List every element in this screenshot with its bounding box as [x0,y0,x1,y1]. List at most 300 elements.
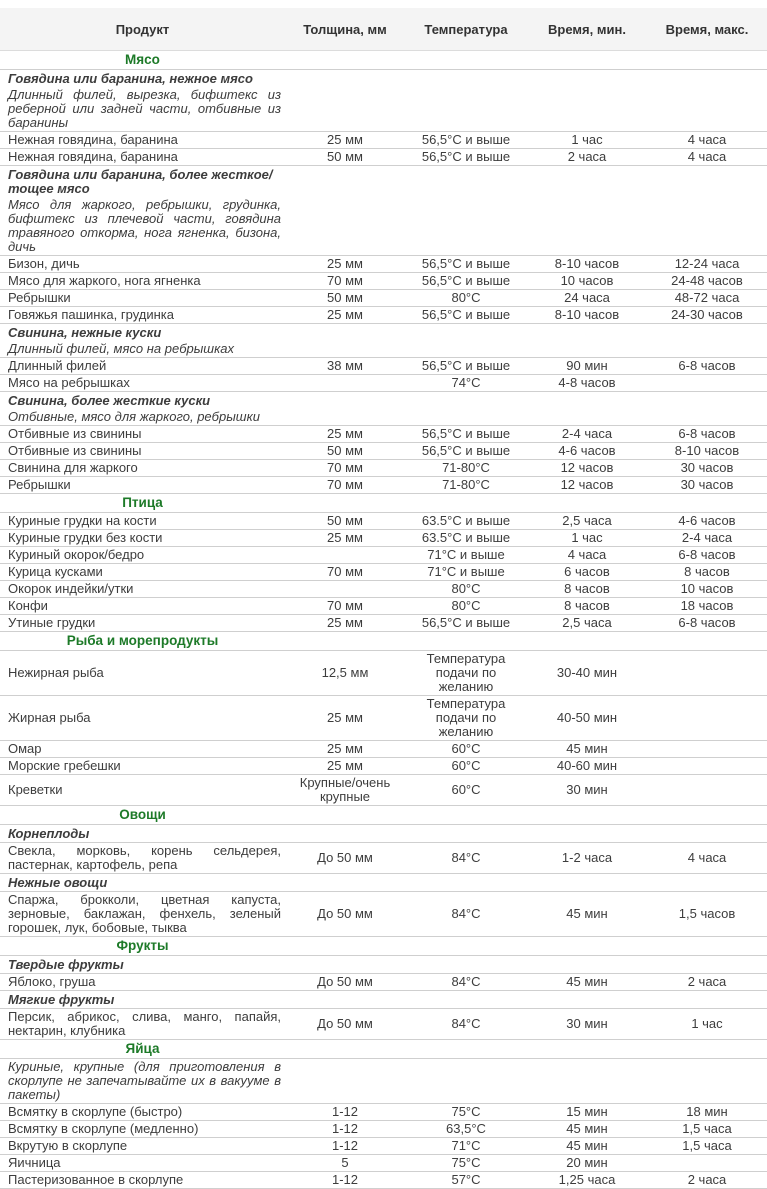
cell-product: Свекла, морковь, корень сельдерея, пастернак, картофель, репа [0,843,285,874]
empty-cell [405,937,527,956]
cell-value: 8 часов [647,564,767,581]
subsection-label: Корнеплоды [0,825,285,843]
table-row [0,974,767,991]
cell-value: 8-10 часов [527,307,647,324]
cell-value: 84°C [405,974,527,991]
cell-value: 56,5°C и выше [405,256,527,273]
cell-value: 2,5 часа [527,615,647,632]
cell-value: 84°C [405,843,527,874]
subsection-label: Свинина, более жесткие куски [8,393,211,408]
cell-value: 25 мм [285,530,405,547]
subsection-label: Твердые фрукты [0,956,285,974]
cell-value: 75°C [405,1155,527,1172]
empty-cell [647,494,767,513]
cell-product: Куриный окорок/бедро [0,547,285,564]
subsection-row [0,825,767,843]
empty-cell [405,392,527,410]
cell-product: Окорок индейки/утки [0,581,285,598]
cell-product: Куриные грудки на кости [0,513,285,530]
cell-value: 71°C и выше [405,564,527,581]
cell-value: 90 мин [527,358,647,375]
table-row [0,149,767,166]
cell-value: 18 часов [647,598,767,615]
cell-value: 6 часов [527,564,647,581]
subsection-row [0,991,767,1009]
cell-product: Яичница [0,1155,285,1172]
empty-cell [647,874,767,892]
desc-row [0,409,767,426]
table-row [0,581,767,598]
table-row [0,1104,767,1121]
cell-value: 40-50 мин [527,696,647,741]
cell-value: 50 мм [285,443,405,460]
cell-value [647,775,767,806]
empty-cell [527,51,647,70]
cell-value: До 50 мм [285,892,405,937]
cell-value: 56,5°C и выше [405,358,527,375]
cell-value: 4-6 часов [647,513,767,530]
empty-cell [647,806,767,825]
cell-value: 12,5 мм [285,651,405,696]
cell-value: 84°C [405,892,527,937]
cell-product: Утиные грудки [0,615,285,632]
table-row [0,1155,767,1172]
cell-product: Бизон, дичь [0,256,285,273]
cell-value: 2-4 часа [527,426,647,443]
cell-value [285,547,405,564]
empty-cell [527,70,647,88]
cell-value: 12 часов [527,477,647,494]
cell-product: Креветки [0,775,285,806]
cell-value: До 50 мм [285,843,405,874]
subsection-row [0,392,767,410]
cell-value: 8 часов [527,598,647,615]
desc-label: Куриные, крупные (для приготовления в скорлупе не запечатывайте их в вакууме в пакеты) [0,1059,285,1104]
table-row [0,460,767,477]
subsection-row [0,166,767,198]
cell-value: 45 мин [527,974,647,991]
cell-value: 18 мин [647,1104,767,1121]
empty-cell [527,409,647,426]
cell-value: 25 мм [285,758,405,775]
subsection-label: Говядина или баранина, более жесткое/тощее мясо [8,167,273,196]
empty-cell [405,874,527,892]
cell-value: 80°C [405,581,527,598]
cell-product: Мясо на ребрышках [0,375,285,392]
cell-product: Нежная говядина, баранина [0,149,285,166]
table-row [0,892,767,937]
empty-cell [527,197,647,256]
empty-cell [527,991,647,1009]
empty-cell [285,197,405,256]
cell-value: 5 [285,1155,405,1172]
section-label: Птица [0,494,285,513]
table-row [0,273,767,290]
cell-value: 30-40 мин [527,651,647,696]
cell-value: 6-8 часов [647,547,767,564]
empty-cell [405,1059,527,1104]
cell-value: 56,5°C и выше [405,307,527,324]
cell-value: 1-12 [285,1104,405,1121]
cell-value: 57°C [405,1172,527,1189]
table-row [0,651,767,696]
subsection-row [0,324,767,342]
cell-product: Жирная рыба [0,696,285,741]
cell-value [647,1155,767,1172]
cell-value: 70 мм [285,460,405,477]
empty-cell [405,166,527,198]
cell-value: 75°C [405,1104,527,1121]
cell-product: Персик, абрикос, слива, манго, папайя, нектарин, клубника [0,1009,285,1040]
empty-cell [527,825,647,843]
desc-row [0,87,767,132]
cell-value [647,741,767,758]
empty-cell [647,166,767,198]
cell-value: 74°C [405,375,527,392]
table-row [0,1121,767,1138]
cell-value: 4-8 часов [527,375,647,392]
empty-cell [527,494,647,513]
empty-cell [527,1040,647,1059]
subsection-row [0,70,767,88]
cell-value [647,651,767,696]
empty-cell [405,87,527,132]
cell-value: 1-12 [285,1121,405,1138]
cell-product: Ребрышки [0,290,285,307]
cell-value: 2-4 часа [647,530,767,547]
table-row [0,1172,767,1189]
cell-value [647,758,767,775]
desc-label: Мясо для жаркого, ребрышки, грудинка, бифштекс из плечевой части, говядина травяного откорма, нога ягненка, бизона, дичь [0,197,285,256]
cell-value: 56,5°C и выше [405,149,527,166]
cell-value [647,696,767,741]
cell-value: 1 час [527,530,647,547]
cell-product: Курица кусками [0,564,285,581]
table-row [0,256,767,273]
section-label: Фрукты [0,937,285,956]
empty-cell [527,956,647,974]
cell-value: 25 мм [285,615,405,632]
cell-value: 1-2 часа [527,843,647,874]
empty-cell [285,806,405,825]
cell-value: 25 мм [285,696,405,741]
cell-value: 50 мм [285,513,405,530]
cell-value: 1-12 [285,1172,405,1189]
cell-value: Крупные/очень крупные [285,775,405,806]
empty-cell [647,956,767,974]
subsection-label: Нежные овощи [0,874,285,892]
cell-product: Нежирная рыба [0,651,285,696]
empty-cell [405,324,527,342]
cell-value: 10 часов [647,581,767,598]
section-row [0,806,767,825]
cell-value: 6-8 часов [647,426,767,443]
cell-value: 8-10 часов [527,256,647,273]
cell-value: 1,25 часа [527,1172,647,1189]
cell-value: До 50 мм [285,974,405,991]
desc-row [0,197,767,256]
col-header-product: Продукт [0,8,285,51]
table-row [0,1138,767,1155]
cell-value [285,581,405,598]
cell-value: 71-80°C [405,460,527,477]
table-row [0,758,767,775]
table-row [0,564,767,581]
empty-cell [285,70,405,88]
empty-cell [647,197,767,256]
desc-label: Отбивные, мясо для жаркого, ребрышки [0,409,285,426]
empty-cell [285,87,405,132]
cell-product: Длинный филей [0,358,285,375]
table-row [0,615,767,632]
cell-value: 20 мин [527,1155,647,1172]
header-row [0,8,767,51]
cell-value: 4-6 часов [527,443,647,460]
subsection-label: Говядина или баранина, нежное мясо [8,71,253,86]
cell-product: Яблоко, груша [0,974,285,991]
cell-value: 70 мм [285,477,405,494]
section-label: Мясо [0,51,285,70]
section-row [0,51,767,70]
cell-product: Всмятку в скорлупе (медленно) [0,1121,285,1138]
cell-value: 70 мм [285,598,405,615]
empty-cell [285,341,405,358]
empty-cell [527,341,647,358]
empty-cell [527,632,647,651]
cell-value: 30 часов [647,460,767,477]
empty-cell [647,991,767,1009]
table-row [0,375,767,392]
cell-value: 80°C [405,290,527,307]
empty-cell [405,825,527,843]
cell-value: 71-80°C [405,477,527,494]
cell-value: 24 часа [527,290,647,307]
cell-value: 4 часа [647,843,767,874]
cell-value: 56,5°C и выше [405,443,527,460]
cell-product: Мясо для жаркого, нога ягненка [0,273,285,290]
cell-product: Отбивные из свинины [0,443,285,460]
cell-product: Конфи [0,598,285,615]
empty-cell [647,70,767,88]
cell-value: 2 часа [647,974,767,991]
empty-cell [405,51,527,70]
empty-cell [285,51,405,70]
table-body [0,51,767,1189]
cell-value: 2,5 часа [527,513,647,530]
table-row [0,358,767,375]
subsection-label: Мягкие фрукты [0,991,285,1009]
empty-cell [647,341,767,358]
table-row [0,530,767,547]
empty-cell [527,166,647,198]
cell-value: 50 мм [285,149,405,166]
cell-value: 1,5 часа [647,1138,767,1155]
cell-value: 10 часов [527,273,647,290]
table-row [0,132,767,149]
cell-value: 84°C [405,1009,527,1040]
empty-cell [527,324,647,342]
empty-cell [285,937,405,956]
empty-cell [285,874,405,892]
cell-value: 63.5°C и выше [405,513,527,530]
table-row [0,843,767,874]
cell-value: 12-24 часа [647,256,767,273]
cell-value: 30 мин [527,1009,647,1040]
cell-value: 45 мин [527,1138,647,1155]
empty-cell [285,1040,405,1059]
cell-product: Нежная говядина, баранина [0,132,285,149]
cell-value: До 50 мм [285,1009,405,1040]
cell-value [647,375,767,392]
empty-cell [647,1059,767,1104]
empty-cell [285,825,405,843]
cell-value: 25 мм [285,741,405,758]
col-header-time-min: Время, мин. [527,8,647,51]
cell-product: Куриные грудки без кости [0,530,285,547]
table-row [0,598,767,615]
empty-cell [405,956,527,974]
section-label: Яйца [0,1040,285,1059]
empty-cell [405,197,527,256]
cell-product: Говяжья пашинка, грудинка [0,307,285,324]
cell-value: 8 часов [527,581,647,598]
empty-cell [405,341,527,358]
cell-value: 60°C [405,775,527,806]
empty-cell [527,874,647,892]
empty-cell [405,806,527,825]
cell-value: 15 мин [527,1104,647,1121]
subsection-row [0,874,767,892]
cell-value: 56,5°C и выше [405,132,527,149]
col-header-thickness: Толщина, мм [285,8,405,51]
col-header-time-max: Время, макс. [647,8,767,51]
empty-cell [647,324,767,342]
cell-value: 25 мм [285,426,405,443]
empty-cell [285,392,405,410]
cell-value: 38 мм [285,358,405,375]
cell-value: 1 час [647,1009,767,1040]
empty-cell [405,70,527,88]
empty-cell [527,806,647,825]
empty-cell [405,991,527,1009]
table-row [0,775,767,806]
cell-value: 24-48 часов [647,273,767,290]
cell-value [285,375,405,392]
cell-value: Температура подачи по желанию [405,696,527,741]
cell-value: 4 часа [647,149,767,166]
desc-row [0,341,767,358]
desc-label: Длинный филей, мясо на ребрышках [0,341,285,358]
cell-value: 71°C [405,1138,527,1155]
cell-value: 8-10 часов [647,443,767,460]
desc-label: Длинный филей, вырезка, бифштекс из реберной или задней части, отбивные из баранины [0,87,285,132]
section-label: Рыба и морепродукты [0,632,285,651]
desc-row [0,1059,767,1104]
table-row [0,741,767,758]
empty-cell [647,409,767,426]
cell-value: 12 часов [527,460,647,477]
cell-value: 1-12 [285,1138,405,1155]
table-row [0,477,767,494]
cell-value: 40-60 мин [527,758,647,775]
empty-cell [527,392,647,410]
empty-cell [285,166,405,198]
empty-cell [647,1040,767,1059]
cell-product: Отбивные из свинины [0,426,285,443]
cell-value: 80°C [405,598,527,615]
empty-cell [285,991,405,1009]
empty-cell [285,324,405,342]
cell-value: 70 мм [285,564,405,581]
empty-cell [405,494,527,513]
sous-vide-table [0,8,767,1189]
cell-value: 6-8 часов [647,358,767,375]
cell-value: 1,5 часов [647,892,767,937]
table-row [0,1009,767,1040]
empty-cell [285,632,405,651]
table-row [0,307,767,324]
empty-cell [527,1059,647,1104]
empty-cell [285,956,405,974]
cell-value: 1 час [527,132,647,149]
cell-value: 25 мм [285,256,405,273]
section-row [0,632,767,651]
cell-product: Омар [0,741,285,758]
empty-cell [647,825,767,843]
cell-value: 56,5°C и выше [405,273,527,290]
empty-cell [285,409,405,426]
table-row [0,426,767,443]
cell-value: 56,5°C и выше [405,615,527,632]
empty-cell [285,1059,405,1104]
cell-product: Ребрышки [0,477,285,494]
cell-value: 50 мм [285,290,405,307]
section-label: Овощи [0,806,285,825]
cell-value: 6-8 часов [647,615,767,632]
table-row [0,443,767,460]
cell-value: 30 мин [527,775,647,806]
empty-cell [405,632,527,651]
cell-value: 45 мин [527,741,647,758]
cell-value: 45 мин [527,1121,647,1138]
empty-cell [285,494,405,513]
cell-value: 2 часа [527,149,647,166]
table-header [0,8,767,51]
subsection-label: Свинина, нежные куски [8,325,162,340]
cell-value: 45 мин [527,892,647,937]
cell-value: 1,5 часа [647,1121,767,1138]
col-header-temperature: Температура [405,8,527,51]
cell-value: 71°C и выше [405,547,527,564]
cell-product: Вкрутую в скорлупе [0,1138,285,1155]
cell-value: 48-72 часа [647,290,767,307]
cell-value: 24-30 часов [647,307,767,324]
cell-value: 4 часа [647,132,767,149]
table-row [0,696,767,741]
cell-product: Пастеризованное в скорлупе [0,1172,285,1189]
cell-value: 25 мм [285,132,405,149]
cell-value: 25 мм [285,307,405,324]
empty-cell [647,632,767,651]
table-row [0,290,767,307]
cell-value: 60°C [405,758,527,775]
cell-value: 63,5°C [405,1121,527,1138]
cell-value: 56,5°C и выше [405,426,527,443]
cell-product: Спаржа, брокколи, цветная капуста, зерновые, баклажан, фенхель, зеленый горошек, лук, бобовые, тыква [0,892,285,937]
cell-value: 70 мм [285,273,405,290]
empty-cell [647,87,767,132]
cell-product: Свинина для жаркого [0,460,285,477]
